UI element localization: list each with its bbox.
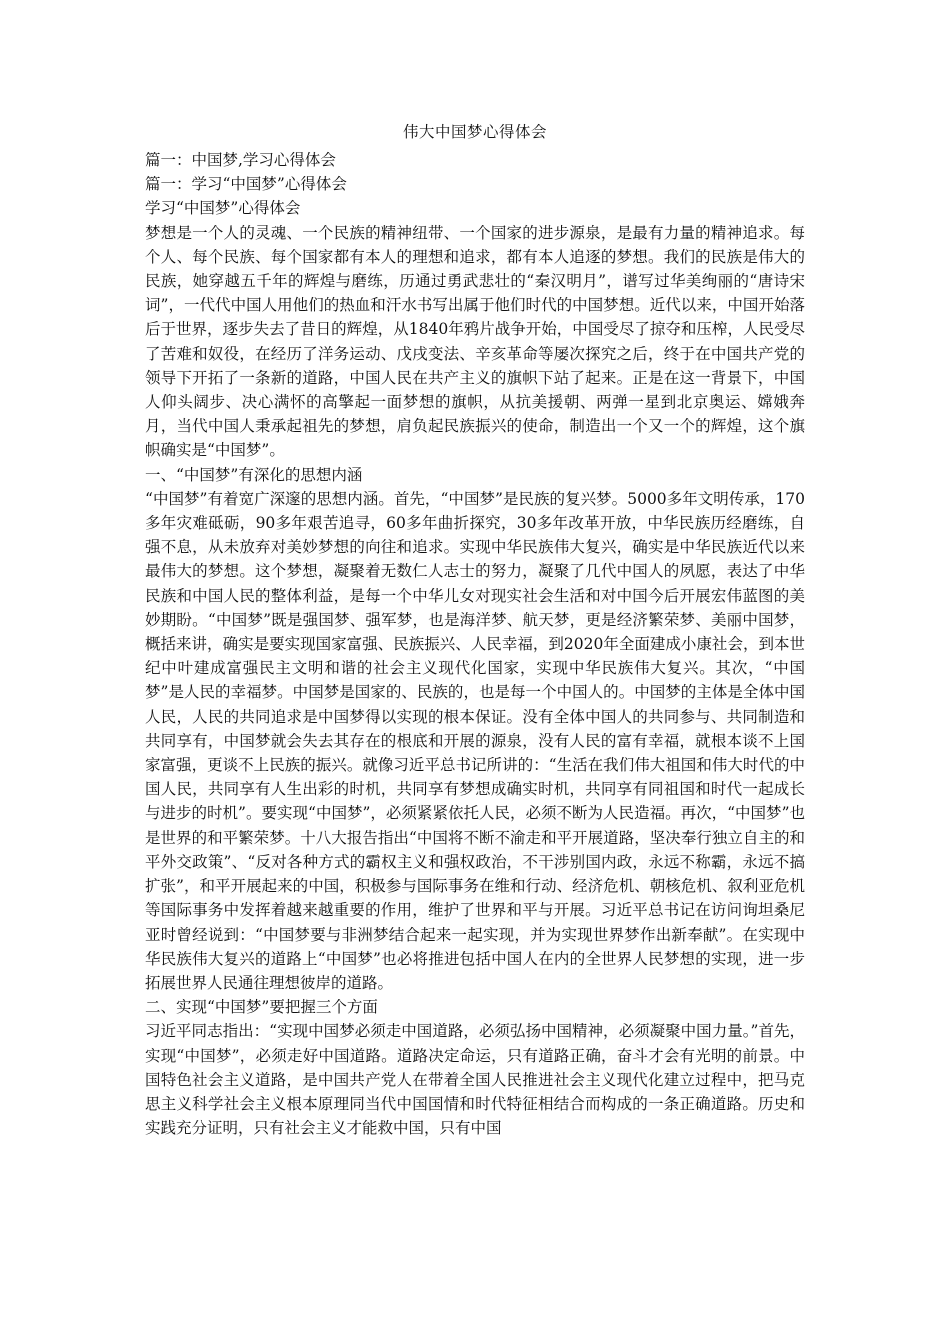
section-2-heading: 二、实现“中国梦”要把握三个方面 <box>145 998 378 1017</box>
subheading-1: 篇一：中国梦,学习心得体会 <box>145 151 336 169</box>
section-1-heading: 一、“中国梦”有深化的思想内涵 <box>145 465 363 484</box>
document-title: 伟大中国梦心得体会 <box>402 123 547 141</box>
section-1-paragraph: “中国梦”有着宽广深邃的思想内涵。首先，“中国梦”是民族的复兴梦。5000多年文明传承，170多年灾难砥砺，90多年艰苦追寻，60多年曲折探究，30多年改革开放，中华民族历经磨练，自强不息，从未放弃对美妙梦想的向往和追求。实现中华民族伟大复兴，确实是中华民族近代以来最伟大的梦想。这个梦想，凝聚着无数仁人志士的努力，凝聚了几代中国人的夙愿，表达了中华民族和中国人民的整体利益，是每一个中华儿女对现实社会生活和对中国今后开展宏伟蓝图的美妙期盼。“中国梦”既是强国梦、强军梦，也是海洋梦、航天梦，更是经济繁荣梦、美丽中国梦，概括来讲，确实是要实现国家富强、民族振兴、人民幸福，到2020年全面建成小康社会，到本世纪中叶建成富强民主文明和谐的社会主义现代化国家，实现中华民族伟大复兴。其次，“中国梦”是人民的幸福梦。中国梦是国家的、民族的，也是每一个中国人的。中国梦的主体是全体中国人民，人民的共同追求是中国梦得以实现的根本保证。没有全体中国人的共同参与、共同制造和共同享有，中国梦就会失去其存在的根底和开展的源泉，没有人民的富有幸福，就根本谈不上国家富强，更谈不上民族的振兴。就像习近平总书记所讲的：“生活在我们伟大祖国和伟大时代的中国人民，共同享有人生出彩的时机，共同享有梦想成确实时机，共同享有同祖国和时代一起成长与进步的时机”。要实现“中国梦”，必须紧紧依托人民，必须不断为人民造福。再次，“中国梦”也是世界的和平繁荣梦。十八大报告指出“中国将不断不渝走和平开展道路，坚决奉行独立自主的和平外交政策”、“反对各种方式的霸权主义和强权政治，不干涉别国内政，永远不称霸，永远不搞扩张”，和平开展起来的中国，积极参与国际事务在维和行动、经济危机、朝核危机、叙利亚危机等国际事务中发挥着越来越重要的作用，维护了世界和平与开展。习近平总书记在访问询坦桑尼亚时曾经说到：“中国梦要与非洲梦结合起来一起实现，并为实现世界梦作出新奉献”。在实现中华民族伟大复兴的道路上“中国梦”也必将推进包括中国人在内的全世界人民梦想的实现，进一步拓展世界人民通往理想彼岸的道路。 <box>145 489 805 992</box>
intro-paragraph: 梦想是一个人的灵魂、一个民族的精神纽带、一个国家的进步源泉，是最有力量的精神追求。每个人、每个民族、每个国家都有本人的理想和追求，都有本人追逐的梦想。我们的民族是伟大的民族，她穿越五千年的辉煌与磨练，历通过勇武悲壮的“秦汉明月”，谱写过华美绚丽的“唐诗宋词”，一代代中国人用他们的热血和汗水书写出属于他们时代的中国梦想。近代以来，中国开始落后于世界，逐步失去了昔日的辉煌，从1840年鸦片战争开始，中国受尽了掠夺和压榨，人民受尽了苦难和奴役，在经历了洋务运动、戊戌变法、辛亥革命等屡次探究之后，终于在中国共产党的领导下开拓了一条新的道路，中国人民在共产主义的旗帜下站了起来。正是在这一背景下，中国人仰头阔步、决心满怀的高擎起一面梦想的旗帜，从抗美援朝、两弹一星到北京奥运、嫦娥奔月，当代中国人秉承起祖先的梦想，肩负起民族振兴的使命，制造出一个又一个的辉煌，这个旗帜确实是“中国梦”。 <box>145 223 805 460</box>
subheading-3: 学习“中国梦”心得体会 <box>145 199 301 218</box>
subheading-2: 篇一：学习“中国梦”心得体会 <box>145 175 347 194</box>
section-2-paragraph: 习近平同志指出：“实现中国梦必须走中国道路，必须弘扬中国精神，必须凝聚中国力量。”首先，实现“中国梦”，必须走好中国道路。道路决定命运，只有道路正确，奋斗才会有光明的前景。中国特色社会主义道路，是中国共产党人在带着全国人民推进社会主义现代化建立过程中，把马克思主义科学社会主义根本原理同当代中国国情和时代特征相结合而构成的一条正确道路。历史和实践充分证明，只有社会主义才能救中国，只有中国 <box>145 1022 805 1138</box>
document-body <box>145 148 805 1140</box>
